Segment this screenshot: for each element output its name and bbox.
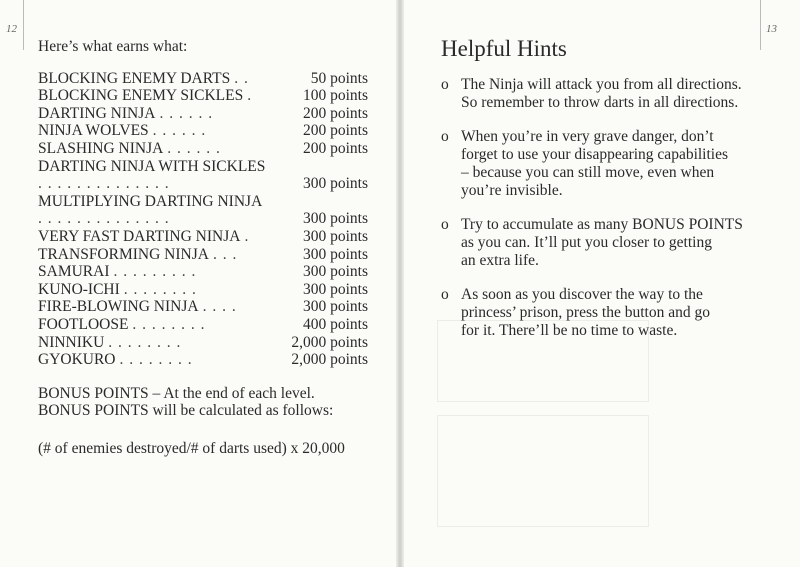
score-row [38, 351, 368, 369]
points-value: 300 points [302, 210, 368, 228]
hint-text [461, 286, 771, 340]
bullet-icon: o [441, 286, 449, 303]
points-value: 400 points [302, 315, 368, 333]
score-row [38, 298, 368, 316]
hint-item [441, 286, 771, 340]
score-row [38, 334, 368, 352]
hint-item [441, 216, 771, 270]
enemy-name: NINNIKU [38, 333, 105, 351]
leader-dots: . . . . . . . . . [113, 263, 197, 281]
enemy-name: BLOCKING ENEMY SICKLES [38, 87, 244, 105]
points-value: 200 points [302, 104, 368, 122]
leader-dots: . . . . . . . . . . . . . . [38, 210, 170, 228]
points-value: 300 points [302, 298, 368, 316]
leader-dots: . [247, 87, 253, 105]
enemy-name: TRANSFORMING NINJA [38, 245, 209, 263]
enemy-name: FOOTLOOSE [38, 315, 129, 333]
hint-line: an extra life. [461, 252, 539, 269]
hint-line: you’re invisible. [461, 182, 563, 199]
bonus-line: BONUS POINTS will be calculated as follows: [38, 402, 334, 420]
score-row [38, 70, 368, 88]
enemy-name: GYOKURO [38, 351, 116, 369]
score-row [38, 140, 368, 158]
enemy-name: MULTIPLYING DARTING NINJA [38, 192, 263, 210]
enemy-name: KUNO-ICHI [38, 280, 120, 298]
score-row [38, 87, 368, 105]
leader-dots: . . . . . . . . [123, 280, 197, 298]
score-row [38, 175, 368, 193]
hints-section [441, 36, 771, 356]
page-number-left: 12 [6, 23, 17, 35]
points-value: 100 points [302, 87, 368, 105]
leader-dots: . . . [212, 245, 238, 263]
points-value: 300 points [302, 280, 368, 298]
hint-text [461, 128, 771, 200]
points-value: 200 points [302, 139, 368, 157]
enemy-name: DARTING NINJA WITH SICKLES [38, 157, 266, 175]
score-row [38, 105, 368, 123]
hint-line: – because you can still move, even when [461, 164, 715, 181]
hint-text [461, 216, 771, 270]
hint-line: princess’ prison, press the button and go [461, 304, 710, 321]
enemy-name: SAMURAI [38, 263, 110, 281]
bonus-points-info [38, 385, 368, 420]
score-row [38, 246, 368, 264]
page-title: Helpful Hints [441, 36, 567, 61]
enemy-name: FIRE-BLOWING NINJA [38, 298, 199, 316]
leader-dots: . [244, 227, 250, 245]
points-section [38, 38, 368, 457]
bleed-through-table [437, 415, 649, 527]
leader-dots: . . . . . . [152, 122, 207, 140]
bullet-icon: o [441, 216, 449, 233]
score-row [38, 316, 368, 334]
hint-line: So remember to throw darts in all directions. [461, 94, 739, 111]
points-value: 300 points [302, 227, 368, 245]
hint-line: When you’re in very grave danger, don’t [461, 128, 714, 145]
score-row [38, 281, 368, 299]
points-value: 2,000 points [291, 333, 368, 351]
enemy-name: VERY FAST DARTING NINJA [38, 227, 241, 245]
enemy-name: NINJA WOLVES [38, 122, 149, 140]
hint-line: for it. There’ll be no time to waste. [461, 322, 678, 339]
hint-line: The Ninja will attack you from all directions. [461, 76, 742, 93]
enemy-name: BLOCKING ENEMY DARTS [38, 69, 231, 87]
leader-dots: . . . . . . . . [132, 315, 206, 333]
bonus-formula: (# of enemies destroyed/# of darts used) x 20,000 [38, 439, 345, 457]
bullet-icon: o [441, 76, 449, 93]
enemy-name: SLASHING NINJA [38, 139, 164, 157]
points-value: 200 points [302, 122, 368, 140]
hint-text [461, 76, 771, 112]
hint-line: as you can. It’ll put you closer to getting [461, 234, 712, 251]
enemy-name: DARTING NINJA [38, 104, 156, 122]
hint-line: Try to accumulate as many BONUS POINTS [461, 216, 743, 233]
leader-dots: . . . . . . . . [119, 351, 193, 369]
leader-dots: . . [234, 69, 249, 87]
points-value: 300 points [302, 245, 368, 263]
bonus-line: BONUS POINTS – At the end of each level. [38, 384, 315, 402]
bullet-icon: o [441, 128, 449, 145]
leader-dots: . . . . . . [167, 139, 221, 157]
score-row [38, 122, 368, 140]
leader-dots: . . . . . . . . [108, 333, 182, 351]
score-list [38, 70, 368, 369]
hint-item [441, 76, 771, 112]
points-intro: Here’s what earns what: [38, 38, 188, 55]
hint-item [441, 128, 771, 200]
points-value: 300 points [302, 263, 368, 281]
page-edge-mark [23, 0, 24, 50]
leader-dots: . . . . [202, 298, 237, 316]
points-value: 300 points [302, 175, 368, 193]
book-gutter [396, 0, 404, 567]
points-value: 2,000 points [291, 351, 368, 369]
leader-dots: . . . . . . [159, 104, 214, 122]
hint-line: As soon as you discover the way to the [461, 286, 703, 303]
points-value: 50 points [310, 69, 368, 87]
score-row [38, 210, 368, 228]
page-number-right: 13 [766, 23, 777, 35]
score-row [38, 263, 368, 281]
score-row [38, 228, 368, 246]
hint-line: forget to use your disappearing capabilities [461, 146, 729, 163]
leader-dots: . . . . . . . . . . . . . . [38, 175, 170, 193]
